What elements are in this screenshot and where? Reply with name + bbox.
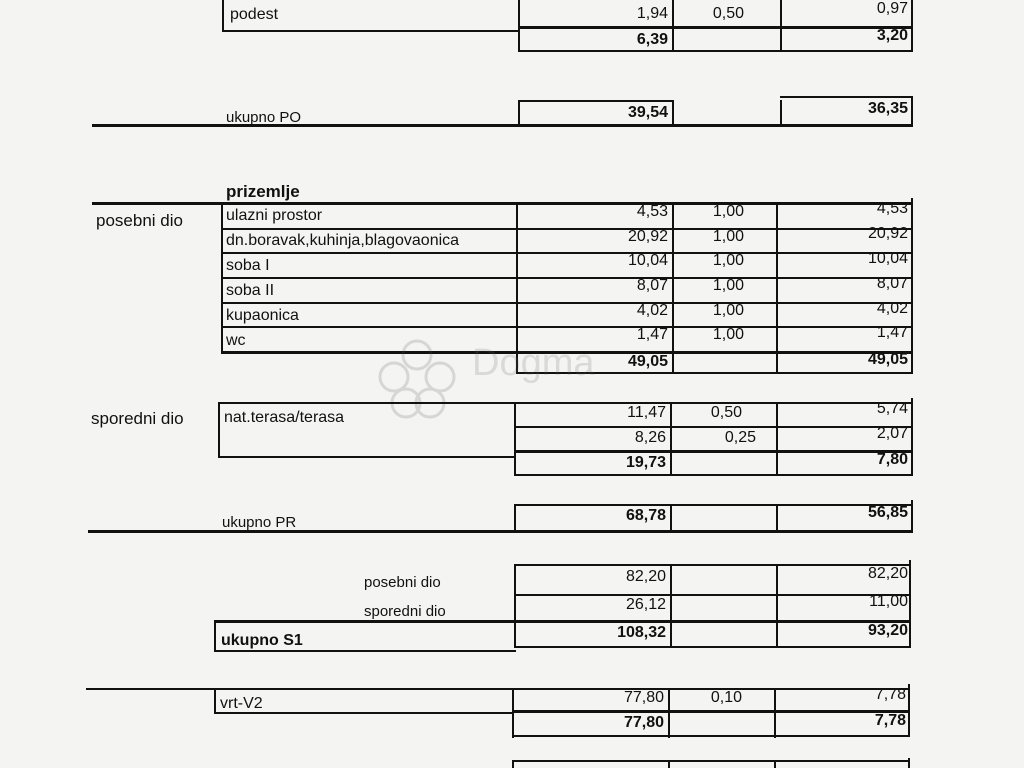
- grid-line: [512, 688, 514, 738]
- ukupno-s1-label: ukupno S1: [221, 632, 303, 649]
- grid-line: [514, 504, 516, 532]
- sporedni-sum-area: 19,73: [625, 454, 666, 471]
- row-area: 4,02: [636, 302, 668, 319]
- row-name: dn.boravak,kuhinja,blagovaonica: [226, 232, 460, 249]
- ukupno-pr-result: 56,85: [867, 504, 908, 521]
- podest-result: 0,97: [876, 0, 908, 17]
- podest-label: podest: [230, 6, 279, 23]
- grid-line: [780, 96, 913, 98]
- ukupno-po-result: 36,35: [867, 100, 908, 117]
- row-result: 8,07: [876, 275, 908, 292]
- row-coef: 1,00: [712, 252, 744, 269]
- grid-line: [218, 456, 516, 458]
- podest-coef: 0,50: [712, 5, 744, 22]
- prizemlje-title: prizemlje: [226, 182, 300, 201]
- posebni-sum-result: 49,05: [867, 351, 908, 368]
- row-coef: 1,00: [712, 203, 744, 220]
- grid-line: [774, 760, 776, 768]
- row-area: 10,04: [627, 252, 668, 269]
- watermark-brand: Dogma: [472, 342, 595, 384]
- row-result: 4,02: [876, 300, 908, 317]
- vrt-coef: 0,10: [710, 689, 742, 706]
- s1-posebni-result: 82,20: [867, 565, 908, 582]
- row-area: 8,07: [636, 277, 668, 294]
- s1-posebni-area: 82,20: [625, 568, 666, 585]
- s1-sporedni-label: sporedni dio: [364, 603, 446, 620]
- top-sum-area: 6,39: [636, 31, 668, 48]
- row-name: soba I: [226, 257, 270, 274]
- row-coef: 1,00: [712, 228, 744, 245]
- grid-line: [518, 50, 913, 52]
- grid-line: [214, 650, 516, 652]
- grid-line: [908, 758, 910, 768]
- grid-line: [512, 735, 910, 737]
- grid-line: [911, 96, 913, 124]
- row-area: 4,53: [636, 203, 668, 220]
- grid-line: [514, 646, 911, 648]
- sporedni-dio-label: sporedni dio: [91, 409, 184, 428]
- top-sum-result: 3,20: [876, 27, 908, 44]
- row-coef: 1,00: [712, 302, 744, 319]
- s1-posebni-label: posebni dio: [364, 574, 441, 591]
- vrt-sum-result: 7,78: [874, 712, 906, 729]
- terasa-result: 5,74: [876, 400, 908, 417]
- grid-line: [512, 760, 910, 762]
- grid-line: [514, 474, 913, 476]
- grid-line: [774, 688, 776, 738]
- grid-line: [92, 124, 913, 127]
- grid-line: [776, 504, 778, 532]
- grid-line: [222, 30, 518, 32]
- grid-line: [218, 402, 220, 458]
- grid-line: [514, 564, 516, 648]
- grid-line: [214, 688, 216, 714]
- s1-sporedni-area: 26,12: [625, 596, 666, 613]
- grid-line: [512, 760, 514, 768]
- grid-line: [911, 198, 913, 372]
- ukupno-pr-label: ukupno PR: [222, 514, 297, 531]
- row-name: ulazni prostor: [226, 207, 323, 224]
- vrt-area: 77,80: [623, 689, 664, 706]
- row-coef: 1,00: [712, 277, 744, 294]
- grid-line: [88, 530, 913, 533]
- podest-area: 1,94: [636, 5, 668, 22]
- grid-line: [668, 760, 670, 768]
- grid-line: [670, 504, 672, 532]
- grid-line: [214, 620, 216, 652]
- ukupno-po-area: 39,54: [627, 104, 668, 121]
- row-result: 1,47: [876, 324, 908, 341]
- row-result: 10,04: [867, 250, 908, 267]
- posebni-sum-area: 49,05: [627, 353, 668, 370]
- vrt-name: vrt-V2: [220, 695, 263, 712]
- terasa-coef: 0,50: [710, 404, 742, 421]
- terasa-area: 11,47: [627, 404, 666, 421]
- grid-line: [909, 560, 911, 646]
- s1-sporedni-result: 11,00: [869, 593, 908, 610]
- row-area: 1,47: [636, 326, 668, 343]
- row-coef: 1,00: [712, 326, 744, 343]
- ukupno-po-label: ukupno PO: [226, 109, 302, 126]
- vrt-sum-area: 77,80: [623, 714, 664, 731]
- terasa2-coef: 0,25: [724, 429, 756, 446]
- ukupno-s1-result: 93,20: [867, 622, 908, 639]
- terasa2-result: 2,07: [876, 425, 908, 442]
- grid-line: [518, 100, 672, 102]
- grid-line: [911, 398, 913, 474]
- grid-line: [516, 372, 913, 374]
- row-area: 20,92: [627, 228, 668, 245]
- row-name: kupaonica: [226, 307, 299, 324]
- row-result: 4,53: [876, 200, 908, 217]
- vrt-result: 7,78: [874, 686, 906, 703]
- ukupno-pr-area: 68,78: [625, 507, 666, 524]
- posebni-dio-label: posebni dio: [96, 211, 183, 230]
- sporedni-sum-result: 7,80: [876, 451, 908, 468]
- grid-line: [776, 564, 778, 648]
- terasa-name: nat.terasa/terasa: [224, 409, 345, 426]
- grid-line: [670, 564, 672, 648]
- grid-line: [222, 0, 224, 30]
- grid-line: [776, 402, 778, 476]
- row-name: wc: [226, 332, 246, 349]
- row-result: 20,92: [867, 225, 908, 242]
- row-name: soba II: [226, 282, 275, 299]
- terasa2-area: 8,26: [634, 429, 666, 446]
- grid-line: [672, 100, 674, 126]
- grid-line: [514, 402, 516, 476]
- ukupno-s1-area: 108,32: [617, 624, 666, 641]
